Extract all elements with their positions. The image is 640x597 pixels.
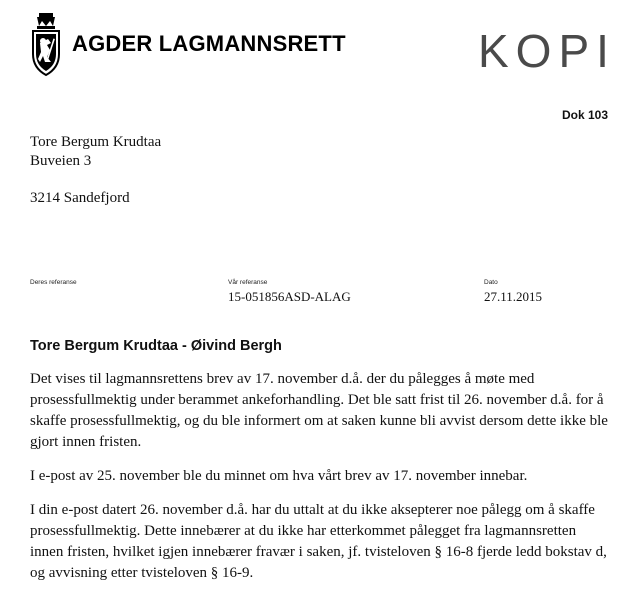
body-paragraph: I e-post av 25. november ble du minnet om hva vårt brev av 17. november innebar. xyxy=(30,468,528,484)
recipient-street: Buveien 3 xyxy=(30,153,92,169)
kopi-stamp: KOPI xyxy=(478,25,616,77)
recipient-name: Tore Bergum Krudtaa xyxy=(30,134,162,150)
norwegian-lion-crest-icon xyxy=(30,12,62,78)
dato-value: 27.11.2015 xyxy=(484,289,543,304)
recipient-postal: 3214 Sandefjord xyxy=(30,190,130,206)
document-number: Dok 103 xyxy=(561,108,608,122)
letter-subject: Tore Bergum Krudtaa - Øivind Bergh xyxy=(30,338,282,354)
body-paragraph: I din e-post datert 26. november d.å. har du uttalt at du ikke aksepterer noe pålegg om å skaffe prosessfullmektig. Dette innebærer at du ikke har etterkommet pålegget fra lagmannsretten innen fristen, hvilket igjen innebærer fravær i saken, jf. tvisteloven § 16-8 fjerde ledd bokstav d, og avvisning etter tvisteloven § 16-9. xyxy=(30,502,607,581)
court-name: AGDER LAGMANNSRETT xyxy=(72,31,346,56)
dato-label: Dato xyxy=(484,279,498,286)
var-referanse-label: Vår referanse xyxy=(228,279,268,286)
body-paragraph: Det vises til lagmannsrettens brev av 17. november d.å. der du pålegges å møte med prosessfullmektig under berammet ankeforhandling. Det ble satt frist til 26. november d.å. for å skaffe prosessfullmektig, og du ble informert om at saken kunne bli avvist dersom dette ikke ble gjort innen fristen. xyxy=(30,371,608,450)
recipient-address xyxy=(30,133,161,208)
letter-body xyxy=(30,369,612,597)
var-referanse-value: 15-051856ASD-ALAG xyxy=(228,289,351,304)
deres-referanse-label: Deres referanse xyxy=(30,279,77,286)
